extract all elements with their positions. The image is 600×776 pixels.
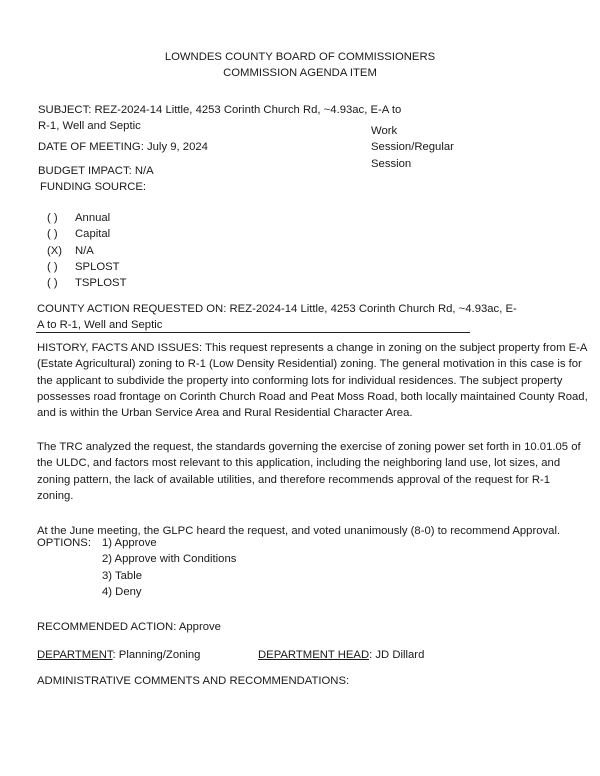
budget-impact: BUDGET IMPACT: N/A xyxy=(38,165,154,177)
department-head xyxy=(258,647,424,663)
funding-source-label: FUNDING SOURCE: xyxy=(40,181,147,193)
history-facts-issues xyxy=(37,340,588,421)
session-line-1: Work xyxy=(371,125,398,137)
option-label: SPLOST xyxy=(75,260,120,273)
options-list xyxy=(102,535,236,600)
option-approve: 1) Approve xyxy=(102,537,157,549)
trc-line: The TRC analyzed the request, the standards governing the exercise of zoning power set forth in 10.01.05 of xyxy=(37,441,581,453)
option-label: TSPLOST xyxy=(75,277,127,290)
trc-line: zoning. xyxy=(37,489,74,502)
checkbox-mark: ( ) xyxy=(47,277,58,290)
glpc-statement: At the June meeting, the GLPC heard the request, and voted unanimously (8-0) to recommend Approval. xyxy=(37,525,561,537)
funding-option-na xyxy=(47,243,126,259)
subject-line-1: SUBJECT: REZ-2024-14 Little, 4253 Corinth Church Rd, ~4.93ac, E-A to xyxy=(38,104,402,116)
funding-option-splost xyxy=(47,259,126,275)
funding-option-annual xyxy=(47,210,126,226)
administrative-comments: ADMINISTRATIVE COMMENTS AND RECOMMENDATIONS: xyxy=(37,675,350,687)
funding-option-tsplost xyxy=(47,275,126,291)
option-approve-with-conditions: 2) Approve with Conditions xyxy=(102,553,237,566)
checkbox-mark: ( ) xyxy=(47,260,58,273)
trc-line: zoning pattern, the lack of available utilities, and therefore recommends approval of the request for R-1 xyxy=(37,473,551,486)
subject-line-2: R-1, Well and Septic xyxy=(38,120,141,133)
option-label: Capital xyxy=(75,228,111,241)
county-action-line-1: COUNTY ACTION REQUESTED ON: REZ-2024-14 Little, 4253 Corinth Church Rd, ~4.93ac, E- xyxy=(37,303,517,315)
recommended-action: RECOMMENDED ACTION: Approve xyxy=(37,621,221,633)
department-head-label: DEPARTMENT HEAD xyxy=(258,649,370,661)
date-of-meeting: DATE OF MEETING: July 9, 2024 xyxy=(38,141,208,153)
trc-line: the ULDC, and factors most relevant to this application, including the neighboring land use, lot sizes, and xyxy=(37,457,561,470)
history-line: HISTORY, FACTS AND ISSUES: This request represents a change in zoning on the subject property from E-A xyxy=(37,342,588,354)
history-line: (Estate Agricultural) zoning to R-1 (Low Density Residential) zoning. The general motivation in this case is for xyxy=(37,358,582,371)
session-line-2: Session/Regular xyxy=(371,141,454,154)
header-line-1: LOWNDES COUNTY BOARD OF COMMISSIONERS xyxy=(164,51,436,63)
header-title xyxy=(0,49,600,82)
session-type xyxy=(371,123,454,172)
options-label: OPTIONS: xyxy=(37,537,91,549)
department-head-value: : JD Dillard xyxy=(369,649,425,661)
option-label: N/A xyxy=(75,244,94,257)
divider xyxy=(36,332,470,333)
history-line: and is within the Urban Service Area and Rural Residential Character Area. xyxy=(37,407,413,420)
county-action xyxy=(37,301,517,334)
subject xyxy=(38,102,401,135)
department xyxy=(37,647,200,663)
checkbox-mark: ( ) xyxy=(47,212,58,224)
funding-source-list xyxy=(47,210,126,291)
trc-analysis xyxy=(37,439,581,504)
history-line: possesses road frontage on Corinth Church Road and Peat Moss Road, both locally maintained County Road, xyxy=(37,390,588,403)
checkbox-mark: ( ) xyxy=(47,228,58,241)
header-line-2: COMMISSION AGENDA ITEM xyxy=(223,67,377,80)
option-deny: 4) Deny xyxy=(102,585,142,598)
county-action-line-2: A to R-1, Well and Septic xyxy=(37,319,163,332)
session-line-3: Session xyxy=(371,157,412,170)
history-line: the applicant to subdivide the property into conforming lots for individual residences. The subject property xyxy=(37,374,563,387)
option-table: 3) Table xyxy=(102,569,142,582)
department-label: DEPARTMENT xyxy=(37,649,113,661)
department-value: : Planning/Zoning xyxy=(112,649,201,661)
checkbox-mark: (X) xyxy=(47,244,63,257)
option-label: Annual xyxy=(75,212,111,224)
funding-option-capital xyxy=(47,226,126,242)
